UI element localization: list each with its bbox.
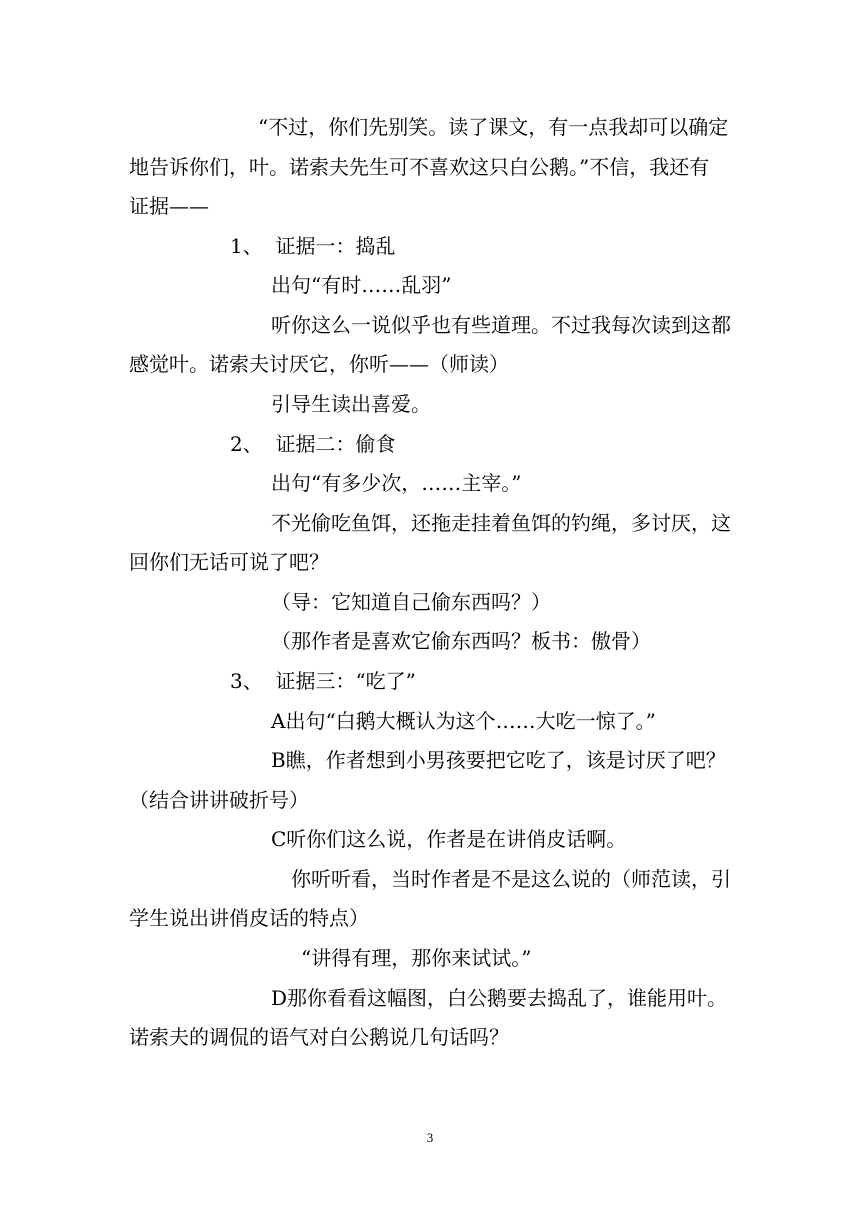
paragraph-line: （导：它知道自己偷东西吗？） [271, 590, 551, 614]
paragraph-line: D那你看看这幅图，白公鹅要去捣乱了，谁能用叶。 [271, 986, 728, 1010]
paragraph-line: 证据—— [129, 194, 209, 218]
paragraph-line: 你听听看，当时作者是不是这么说的（师范读，引 [291, 867, 731, 891]
paragraph-line: 不光偷吃鱼饵，还拖走挂着鱼饵的钓绳，多讨厌，这 [271, 511, 731, 535]
paragraph-line: 引导生读出喜爱。 [271, 392, 431, 416]
paragraph-line: 学生说出讲俏皮话的特点） [129, 906, 369, 930]
paragraph-line: B瞧，作者想到小男孩要把它吃了，该是讨厌了吧？ [271, 748, 726, 772]
page-number: 3 [426, 1130, 434, 1145]
paragraph-line: 诺索夫的调侃的语气对白公鹅说几句话吗？ [129, 1025, 509, 1049]
paragraph-line: “不过，你们先别笑。读了课文，有一点我却可以确定 [258, 115, 729, 139]
list-item-heading: 1、 证据一：捣乱 [230, 234, 396, 258]
paragraph-line: 回你们无话可说了吧？ [129, 550, 329, 574]
paragraph-line: 地告诉你们，叶。诺索夫先生可不喜欢这只白公鹅。”不信，我还有 [129, 155, 710, 179]
paragraph-line: “讲得有理，那你来试试。” [301, 946, 532, 970]
list-item-heading: 3、 证据三：“吃了” [230, 669, 416, 693]
paragraph-line: A出句“白鹅大概认为这个……大吃一惊了。” [271, 709, 656, 733]
paragraph-line: 感觉叶。诺索夫讨厌它，你听——（师读） [129, 352, 509, 376]
paragraph-line: 听你这么一说似乎也有些道理。不过我每次读到这都 [271, 313, 731, 337]
paragraph-line: C听你们这么说，作者是在讲俏皮话啊。 [271, 827, 627, 851]
paragraph-line: （结合讲讲破折号） [129, 788, 309, 812]
list-item-heading: 2、 证据二：偷食 [230, 432, 396, 456]
paragraph-line: （那作者是喜欢它偷东西吗？板书：傲骨） [271, 629, 651, 653]
paragraph-line: 出句“有多少次，……主宰。” [271, 471, 522, 495]
paragraph-line: 出句“有时……乱羽” [271, 273, 452, 297]
